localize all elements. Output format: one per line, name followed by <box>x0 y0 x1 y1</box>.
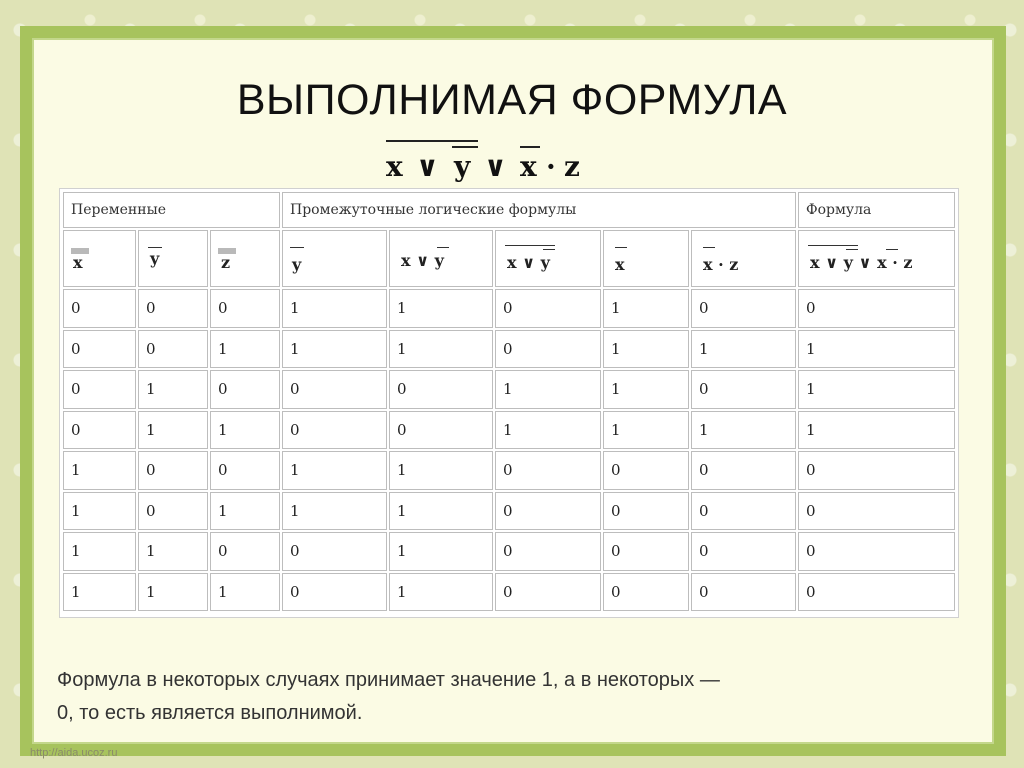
table-cell: 1 <box>63 573 136 612</box>
table-cell: 0 <box>210 532 280 571</box>
formula-y: y <box>454 150 471 183</box>
table-cell: 0 <box>691 289 796 328</box>
table-cell: 0 <box>691 451 796 490</box>
table-cell: 0 <box>798 451 955 490</box>
col-header-z: z <box>210 230 280 287</box>
table-cell: 0 <box>798 532 955 571</box>
table-cell: 1 <box>389 330 493 369</box>
slide-title: ВЫПОЛНИМАЯ ФОРМУЛА <box>236 76 788 124</box>
table-cell: 1 <box>210 573 280 612</box>
table-row <box>63 289 955 328</box>
table-cell: 0 <box>691 532 796 571</box>
table-cell: 0 <box>603 573 689 612</box>
formula-overbar-x <box>520 146 540 148</box>
table-row <box>63 492 955 531</box>
group-intermediate: Промежуточные логические формулы <box>282 192 796 228</box>
table-cell: 0 <box>63 330 136 369</box>
truth-table <box>61 190 957 613</box>
table-cell: 0 <box>210 451 280 490</box>
table-cell: 0 <box>389 411 493 450</box>
col-header-not-y: y <box>282 230 387 287</box>
table-cell: 0 <box>798 492 955 531</box>
table-cell: 1 <box>495 370 601 409</box>
table-cell: 1 <box>389 289 493 328</box>
table-cell: 0 <box>495 573 601 612</box>
table-cell: 1 <box>691 411 796 450</box>
table-cell: 1 <box>282 289 387 328</box>
table-cell: 0 <box>603 451 689 490</box>
table-cell: 1 <box>210 330 280 369</box>
table-cell: 1 <box>138 370 208 409</box>
formula-dot: · <box>546 150 556 183</box>
formula-overbar-long <box>386 140 478 142</box>
footer-line-1: Формула в некоторых случаях принимает значение 1, а в некоторых — <box>57 669 720 691</box>
col-header-x-or-not-y: x ∨ y <box>389 230 493 287</box>
table-cell: 0 <box>495 289 601 328</box>
table-cell: 0 <box>389 370 493 409</box>
table-cell: 0 <box>63 289 136 328</box>
table-cell: 1 <box>798 370 955 409</box>
table-cell: 0 <box>138 492 208 531</box>
table-cell: 0 <box>282 411 387 450</box>
table-cell: 0 <box>691 370 796 409</box>
table-cell: 1 <box>282 492 387 531</box>
table-cell: 1 <box>63 492 136 531</box>
formula-overbar-y <box>452 146 478 148</box>
table-cell: 1 <box>495 411 601 450</box>
table-cell: 1 <box>389 451 493 490</box>
table-cell: 1 <box>210 411 280 450</box>
table-cell: 1 <box>691 330 796 369</box>
table-cell: 0 <box>138 451 208 490</box>
col-header-y: y <box>138 230 208 287</box>
table-cell: 0 <box>210 289 280 328</box>
col-header-formula: x ∨ y ∨ x · z <box>798 230 955 287</box>
truth-table-body <box>63 289 955 611</box>
table-cell: 0 <box>138 289 208 328</box>
table-cell: 1 <box>603 289 689 328</box>
table-cell: 0 <box>495 532 601 571</box>
formula-or-2: ∨ <box>484 150 507 183</box>
formula-x: x <box>386 150 403 183</box>
table-row <box>63 370 955 409</box>
table-cell: 0 <box>603 532 689 571</box>
table-cell: 1 <box>138 532 208 571</box>
group-formula: Формула <box>798 192 955 228</box>
table-cell: 1 <box>63 532 136 571</box>
table-cell: 1 <box>389 532 493 571</box>
col-header-not-x-and-z: x · z <box>691 230 796 287</box>
table-row <box>63 411 955 450</box>
col-header-not-x: x <box>603 230 689 287</box>
table-cell: 0 <box>138 330 208 369</box>
table-cell: 0 <box>210 370 280 409</box>
table-cell: 0 <box>495 492 601 531</box>
watermark: http://aida.ucoz.ru <box>30 747 118 759</box>
table-cell: 1 <box>138 411 208 450</box>
footer-text <box>57 664 957 730</box>
formula-z: z <box>564 150 580 183</box>
table-cell: 0 <box>495 330 601 369</box>
title-formula <box>380 136 590 186</box>
table-cell: 0 <box>282 573 387 612</box>
table-cell: 0 <box>63 370 136 409</box>
table-cell: 1 <box>798 411 955 450</box>
table-cell: 0 <box>798 573 955 612</box>
table-cell: 1 <box>603 411 689 450</box>
group-variables: Переменные <box>63 192 280 228</box>
table-row <box>63 573 955 612</box>
table-row <box>63 330 955 369</box>
group-header-row <box>63 192 955 228</box>
table-cell: 1 <box>798 330 955 369</box>
table-cell: 0 <box>691 573 796 612</box>
formula-or-1: ∨ <box>416 150 439 183</box>
truth-table-container <box>59 188 959 618</box>
table-cell: 0 <box>282 532 387 571</box>
table-cell: 0 <box>798 289 955 328</box>
col-header-x: x <box>63 230 136 287</box>
table-cell: 0 <box>691 492 796 531</box>
col-header-not-x-or-not-y: x ∨ y <box>495 230 601 287</box>
table-cell: 1 <box>210 492 280 531</box>
column-header-row <box>63 230 955 287</box>
table-cell: 1 <box>389 573 493 612</box>
table-cell: 1 <box>282 330 387 369</box>
table-cell: 1 <box>603 370 689 409</box>
table-cell: 0 <box>603 492 689 531</box>
table-cell: 0 <box>495 451 601 490</box>
table-cell: 0 <box>63 411 136 450</box>
table-row <box>63 532 955 571</box>
table-cell: 1 <box>603 330 689 369</box>
table-cell: 1 <box>138 573 208 612</box>
table-cell: 1 <box>63 451 136 490</box>
table-row <box>63 451 955 490</box>
formula-x-2: x <box>520 150 537 183</box>
table-cell: 0 <box>282 370 387 409</box>
table-cell: 1 <box>282 451 387 490</box>
footer-line-2: 0, то есть является выполнимой. <box>57 702 363 724</box>
table-cell: 1 <box>389 492 493 531</box>
